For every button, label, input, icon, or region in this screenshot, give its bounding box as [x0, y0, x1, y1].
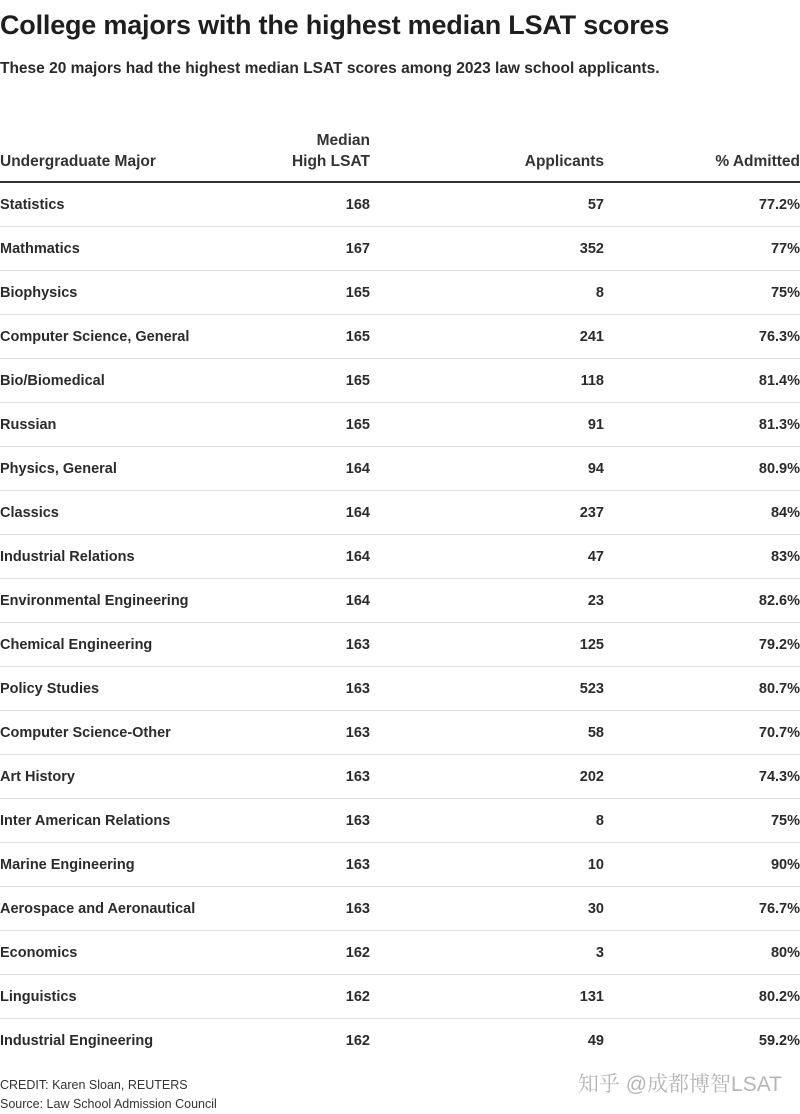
cell-admitted: 76.7% [604, 887, 800, 931]
cell-major: Physics, General [0, 447, 220, 491]
cell-admitted: 90% [604, 843, 800, 887]
cell-admitted: 75% [604, 799, 800, 843]
cell-major: Statistics [0, 182, 220, 227]
cell-applicants: 8 [370, 271, 604, 315]
table-row [0, 623, 800, 667]
cell-applicants: 523 [370, 667, 604, 711]
table-row [0, 182, 800, 227]
cell-median-lsat: 163 [220, 843, 370, 887]
table-row [0, 799, 800, 843]
cell-major: Economics [0, 931, 220, 975]
cell-major: Bio/Biomedical [0, 359, 220, 403]
cell-median-lsat: 167 [220, 227, 370, 271]
cell-admitted: 59.2% [758, 1032, 800, 1049]
cell-applicants: 241 [370, 315, 604, 359]
table-row [0, 315, 800, 359]
cell-applicants: 118 [370, 359, 604, 403]
header-lsat-line2: High LSAT [291, 153, 370, 170]
cell-median-lsat: 165 [220, 359, 370, 403]
cell-median-lsat: 164 [220, 579, 370, 623]
cell-median-lsat: 163 [220, 755, 370, 799]
cell-applicants: 352 [370, 227, 604, 271]
cell-admitted: 75% [604, 271, 800, 315]
cell-admitted: 70.7% [604, 711, 800, 755]
table-row [0, 1019, 800, 1063]
table-row [0, 755, 800, 799]
cell-median-lsat: 164 [220, 491, 370, 535]
footer-source: Source: Law School Admission Council [0, 1097, 217, 1111]
cell-admitted: 81.3% [604, 403, 800, 447]
cell-major: Computer Science, General [0, 315, 220, 359]
cell-applicants: 49 [587, 1032, 604, 1049]
cell-applicants: 8 [370, 799, 604, 843]
cell-admitted: 80.7% [604, 667, 800, 711]
cell-major: Classics [0, 491, 220, 535]
cell-applicants: 125 [370, 623, 604, 667]
cell-major: Inter American Relations [0, 799, 220, 843]
cell-median-lsat: 163 [220, 799, 370, 843]
cell-applicants: 58 [370, 711, 604, 755]
cell-median-lsat: 163 [220, 887, 370, 931]
table-row [0, 711, 800, 755]
cell-median-lsat: 162 [220, 975, 370, 1019]
cell-major: Industrial Engineering [0, 1032, 154, 1049]
table-row [0, 579, 800, 623]
cell-applicants: 47 [370, 535, 604, 579]
table-row [0, 227, 800, 271]
cell-major: Chemical Engineering [0, 623, 220, 667]
cell-median-lsat: 162 [220, 931, 370, 975]
lsat-table [0, 118, 800, 1062]
cell-applicants: 30 [370, 887, 604, 931]
cell-admitted: 79.2% [604, 623, 800, 667]
cell-applicants: 202 [370, 755, 604, 799]
cell-applicants: 94 [370, 447, 604, 491]
cell-median-lsat: 168 [220, 182, 370, 227]
table-body [0, 182, 800, 1062]
cell-median-lsat: 165 [220, 315, 370, 359]
cell-major: Linguistics [0, 975, 220, 1019]
chart-subtitle: These 20 majors had the highest median LSAT scores among 2023 law school applicants. [0, 60, 660, 77]
cell-admitted: 80% [604, 931, 800, 975]
table-row [0, 271, 800, 315]
table-row [0, 887, 800, 931]
header-median-lsat [220, 118, 370, 182]
table-row [0, 667, 800, 711]
cell-applicants: 10 [370, 843, 604, 887]
header-applicants: Applicants [370, 118, 604, 182]
cell-admitted: 76.3% [604, 315, 800, 359]
footer-credit: CREDIT: Karen Sloan, REUTERS [0, 1078, 188, 1092]
cell-major: Biophysics [0, 271, 220, 315]
cell-median-lsat: 163 [220, 711, 370, 755]
cell-admitted: 84% [604, 491, 800, 535]
cell-median-lsat: 163 [220, 667, 370, 711]
chart-title: College majors with the highest median LSAT scores [0, 10, 670, 40]
cell-major: Policy Studies [0, 667, 220, 711]
cell-applicants: 57 [370, 182, 604, 227]
cell-admitted: 80.9% [604, 447, 800, 491]
cell-major: Marine Engineering [0, 843, 220, 887]
table-row [0, 535, 800, 579]
cell-admitted: 77.2% [604, 182, 800, 227]
footer [0, 1076, 217, 1114]
cell-applicants: 3 [370, 931, 604, 975]
cell-admitted: 83% [604, 535, 800, 579]
table-row [0, 359, 800, 403]
cell-major: Russian [0, 403, 220, 447]
cell-major: Environmental Engineering [0, 579, 220, 623]
cell-applicants: 237 [370, 491, 604, 535]
table-header-row [0, 118, 800, 182]
table-row [0, 975, 800, 1019]
cell-major: Industrial Relations [0, 535, 220, 579]
table-row [0, 447, 800, 491]
cell-median-lsat: 165 [220, 403, 370, 447]
cell-median-lsat: 164 [220, 447, 370, 491]
cell-applicants: 91 [370, 403, 604, 447]
header-admitted: % Admitted [604, 118, 800, 182]
cell-admitted: 74.3% [604, 755, 800, 799]
header-major: Undergraduate Major [0, 118, 220, 182]
cell-applicants: 23 [370, 579, 604, 623]
table-row [0, 491, 800, 535]
cell-admitted: 82.6% [604, 579, 800, 623]
cell-median-lsat: 163 [220, 623, 370, 667]
cell-median-lsat: 162 [345, 1032, 370, 1049]
table-row [0, 403, 800, 447]
watermark: 知乎 @成都博智LSAT [577, 1073, 782, 1096]
cell-major: Aerospace and Aeronautical [0, 887, 220, 931]
table-row [0, 931, 800, 975]
cell-major: Art History [0, 755, 220, 799]
cell-median-lsat: 165 [220, 271, 370, 315]
cell-major: Computer Science-Other [0, 711, 220, 755]
cell-admitted: 80.2% [604, 975, 800, 1019]
cell-admitted: 81.4% [604, 359, 800, 403]
cell-admitted: 77% [604, 227, 800, 271]
cell-median-lsat: 164 [220, 535, 370, 579]
header-lsat-line1: Median [316, 132, 370, 149]
table-row [0, 843, 800, 887]
cell-major: Mathmatics [0, 227, 220, 271]
cell-applicants: 131 [370, 975, 604, 1019]
